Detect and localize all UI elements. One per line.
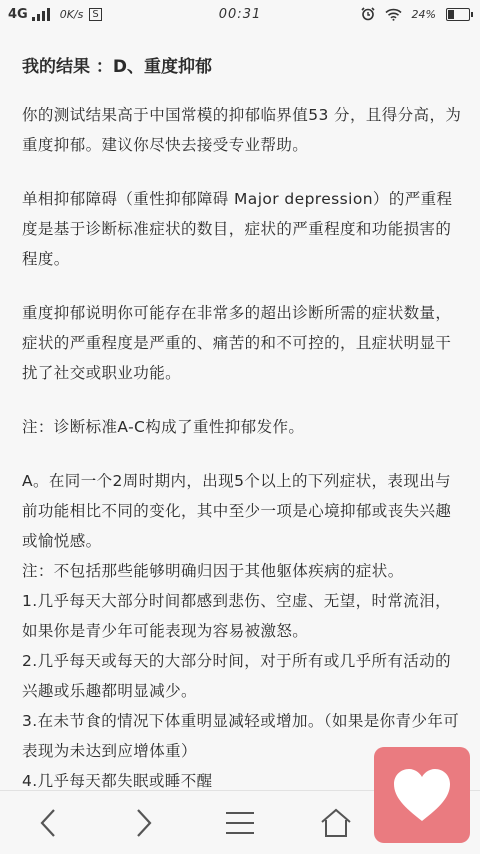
status-bar [0,0,480,32]
menu-button[interactable] [220,803,260,843]
clock: 00:31 [218,7,262,22]
definition-paragraph: 单相抑郁障碍（重性抑郁障碍 Major depression）的严重程度是基于诊断标准症状的数目，症状的严重程度和功能损害的程度。 [22,190,453,268]
s-notification-icon: S [89,8,101,21]
result-paragraph: 你的测试结果高于中国常模的抑郁临界值53 分，且得分高，为重度抑郁。建议你尽快去接受专业帮助。 [22,106,462,154]
description-paragraph: 重度抑郁说明你可能存在非常多的超出诊断所需的症状数量，症状的严重程度是严重的、痛苦的和不可控的，且症状明显干扰了社交或职业功能。 [22,304,452,382]
article [22,50,462,826]
result-title: 我的结果 ：D、重度抑郁 [22,57,213,77]
list-item: 2.几乎每天或每天的大部分时间，对于所有或几乎所有活动的兴趣或乐趣都明显减少。 [22,652,451,700]
forward-button[interactable] [124,803,164,843]
network-speed: 0K/s [59,8,84,21]
back-button[interactable] [28,803,68,843]
list-item: 4.几乎每天都失眠或睡不醒 [22,772,213,790]
list-item: 3.在未节食的情况下体重明显减轻或增加。（如果是你青少年可表现为未达到应增体重） [22,712,460,760]
home-icon [320,808,352,838]
heart-icon [390,765,454,825]
chevron-right-icon [134,808,154,838]
wifi-icon [385,8,402,21]
favorite-floating-button[interactable] [374,747,470,843]
menu-icon [225,811,255,835]
home-button[interactable] [316,803,356,843]
list-item: 1.几乎每天大部分时间都感到悲伤、空虚、无望，时常流泪，如果你是青少年可能表现为容易被激怒。 [22,592,451,640]
alarm-icon [361,7,375,21]
note-paragraph: 注：诊断标准A-C构成了重性抑郁发作。 [22,418,305,436]
network-type: 4G [8,7,28,22]
criteria-note: 注：不包括那些能够明确归因于其他躯体疾病的症状。 [22,562,404,580]
criteria-a-paragraph: A。在同一个2周时期内，出现5个以上的下列症状，表现出与前功能相比不同的变化，其中至少一项是心境抑郁或丧失兴趣或愉悦感。 [22,472,452,550]
battery-icon [446,8,470,21]
chevron-left-icon [38,808,58,838]
battery-percent: 24% [411,7,436,21]
